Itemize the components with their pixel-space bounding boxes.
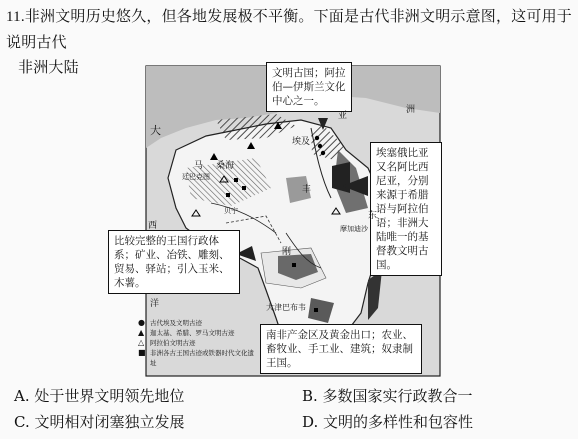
- map-label-zimbabwe: 大津巴布韦: [266, 303, 306, 312]
- callout-south-text: 南非产金区及黄金出口；农业、畜牧业、手工业、建筑；奴隶制王国。: [266, 329, 413, 369]
- legend-text: 迦太基、希腊、罗马文明古迹: [150, 329, 235, 337]
- map-label-songhai: 桑海: [216, 161, 235, 171]
- option-a[interactable]: A. 处于世界文明领先地位: [14, 387, 185, 405]
- map-legend: [138, 318, 254, 368]
- map-label-madeira: 摩加迪沙: [340, 225, 368, 233]
- question-stem-line2: 非洲大陆: [18, 58, 79, 76]
- callout-kingdom-text: 比较完整的王国行政体系；矿业、冶铁、雕刻、贸易、驿站；引入玉米、木薯。: [114, 235, 230, 289]
- callout-ancient-civilization-text: 文明古国；阿拉伯—伊斯兰文化中心之一。: [272, 67, 346, 107]
- question-stem-line1: 非洲文明历史悠久，但各地发展极不平衡。下面是古代非洲文明示意图，这可用于说明古代: [6, 7, 573, 51]
- option-b[interactable]: B. 多数国家实行政教合一: [302, 387, 473, 405]
- option-c[interactable]: C. 文明相对闭塞独立发展: [14, 413, 185, 431]
- legend-item: [138, 338, 254, 348]
- legend-text: 古代埃及文明古迹: [150, 319, 202, 327]
- map-label-timbuktu: 廷巴克图: [182, 173, 210, 181]
- legend-item: [138, 348, 254, 368]
- map-label-sea-top: 亚: [338, 111, 348, 121]
- map-label-west: 西: [148, 221, 158, 231]
- option-d[interactable]: D. 文明的多样性和包容性: [302, 413, 474, 431]
- legend-symbol: ▲: [138, 328, 145, 337]
- map-label-egypt: 埃及: [292, 137, 311, 147]
- callout-ancient-civilization: [266, 62, 352, 112]
- legend-symbol: △: [138, 338, 145, 347]
- legend-text: 非洲各古王国古迹或铁器时代文化遗址: [150, 349, 254, 367]
- callout-ethiopia-text: 埃塞俄比亚又名阿比西尼亚，分别来源于希腊语与阿拉伯语；非洲大陆唯一的基督教文明古国。: [376, 147, 429, 271]
- map-label-mali: 马: [194, 161, 204, 171]
- map-label-europe-left: 大: [150, 124, 161, 137]
- legend-item: [138, 328, 254, 338]
- legend-text: 阿拉伯文明古迹: [150, 339, 196, 347]
- map-label-east: 东: [368, 211, 378, 221]
- callout-kingdom: [108, 230, 240, 294]
- callout-ethiopia: [370, 142, 442, 276]
- map-label-ocean-left: 洋: [150, 299, 160, 309]
- legend-symbol: ●: [138, 318, 145, 327]
- map-label-continent-right: 洲: [406, 105, 416, 115]
- map-label-benin: 贝宁: [224, 207, 238, 215]
- map-label-congo: 刚: [282, 247, 292, 257]
- legend-symbol: ■: [138, 348, 146, 357]
- question-number: 11.: [6, 9, 25, 25]
- callout-south-africa: [260, 324, 422, 374]
- map-label-north: 丰: [302, 185, 312, 195]
- legend-item: [138, 318, 254, 328]
